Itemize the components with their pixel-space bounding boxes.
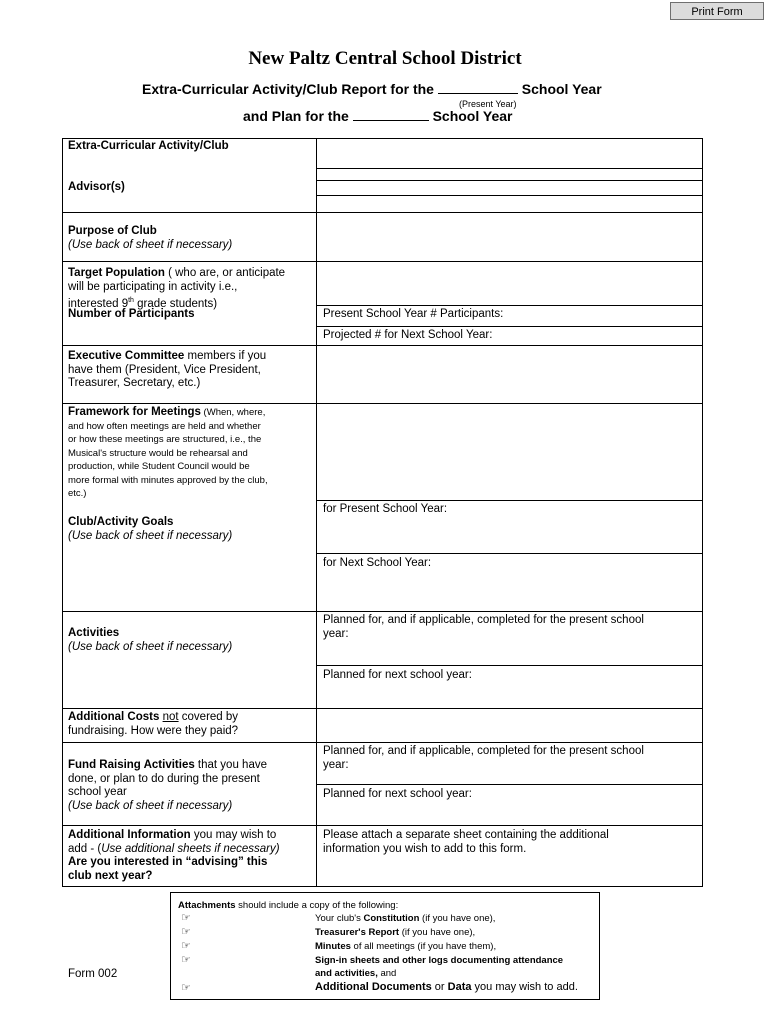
activities-next-field[interactable]: Planned for next school year:: [323, 669, 472, 681]
pointing-hand-icon: ☞: [181, 954, 191, 966]
activities-present-field[interactable]: Planned for, and if applicable, completed for the present school year:: [323, 614, 644, 640]
activity-club-field[interactable]: [323, 140, 683, 167]
table-row-line: [316, 305, 703, 306]
attachment-item-treasurer: Treasurer's Report (if you have one),: [315, 927, 476, 938]
table-right-border: [702, 138, 703, 887]
table-row-line: [316, 553, 703, 554]
framework-field[interactable]: [323, 404, 683, 499]
executive-committee-field[interactable]: [323, 346, 683, 402]
table-row-line: [316, 326, 703, 327]
goals-present-field[interactable]: for Present School Year:: [323, 503, 448, 515]
subtitle-suffix: School Year: [521, 81, 602, 97]
fund-raising-present-field[interactable]: Planned for, and if applicable, completed for the present school year:: [323, 745, 644, 771]
advisors-field[interactable]: [323, 196, 683, 211]
plan-subtitle: [243, 108, 512, 124]
pointing-hand-icon: ☞: [181, 940, 191, 952]
target-population-field[interactable]: [323, 262, 683, 304]
table-left-border: [62, 138, 63, 887]
table-row-line: [316, 665, 703, 666]
present-year-note: (Present Year): [459, 99, 517, 109]
plan-prefix: and Plan for the: [243, 108, 349, 124]
table-row-line: [62, 611, 703, 612]
present-year-blank[interactable]: [438, 81, 518, 94]
goals-label: Club/Activity Goals (Use back of sheet if necessary): [68, 516, 233, 542]
table-row-line: [62, 886, 703, 887]
table-row-line: [316, 168, 703, 169]
table-row-line: [316, 500, 703, 501]
executive-committee-label: Executive Committee members if you have them (President, Vice President, Treasurer, Secretary, etc.): [68, 350, 267, 389]
table-row-line: [316, 180, 703, 181]
form-number: Form 002: [68, 968, 118, 980]
table-row-line: [62, 138, 703, 139]
attachment-item-constitution: Your club's Constitution (if you have one),: [315, 913, 496, 924]
print-form-button[interactable]: Print Form: [670, 2, 764, 20]
present-participants-field[interactable]: Present School Year # Participants:: [323, 308, 504, 320]
pointing-hand-icon: ☞: [181, 926, 191, 938]
additional-costs-label: Additional Costs not covered by fundraising. How were they paid?: [68, 711, 239, 737]
goals-next-field[interactable]: for Next School Year:: [323, 557, 432, 569]
framework-label: Framework for Meetings (When, where, and how often meetings are held and whether or how these meetings are structured, i.e., the Musical's structure would be rehearsal and production, while Student Council would be more formal with minutes approved by the club, etc.): [68, 406, 268, 499]
attachment-item-minutes: Minutes of all meetings (if you have them),: [315, 941, 497, 952]
activities-label: Activities (Use back of sheet if necessary): [68, 627, 233, 653]
attachments-heading: Attachments should include a copy of the following:: [178, 900, 399, 911]
fund-raising-next-field[interactable]: Planned for next school year:: [323, 788, 472, 800]
number-participants-label: Number of Participants: [68, 308, 195, 320]
activity-club-label: Extra-Curricular Activity/Club: [68, 140, 229, 152]
pointing-hand-icon: ☞: [181, 912, 191, 924]
subtitle-prefix: Extra-Curricular Activity/Club Report for the: [142, 81, 434, 97]
additional-info-label: Additional Information you may wish to add - (Use additional sheets if necessary) Are you interested in “advising” this club next year?: [68, 829, 280, 882]
additional-costs-field[interactable]: [323, 709, 683, 741]
report-subtitle: [142, 81, 602, 97]
pointing-hand-icon: ☞: [181, 982, 191, 994]
advisors-label: Advisor(s): [68, 181, 125, 193]
plan-suffix: School Year: [432, 108, 513, 124]
attachment-item-signin: Sign-in sheets and other logs documenting attendance and activities, and: [315, 955, 564, 979]
next-year-blank[interactable]: [353, 108, 429, 121]
fund-raising-label: Fund Raising Activities that you have done, or plan to do during the present school year (Use back of sheet if necessary): [68, 759, 267, 812]
purpose-field[interactable]: [323, 213, 683, 260]
projected-participants-field[interactable]: Projected # for Next School Year:: [323, 329, 493, 341]
target-population-label: Target Population ( who are, or anticipate will be participating in activity i.e., interested 9th grade students): [68, 267, 286, 310]
attachment-item-additional: Additional Documents or Data you may wish to add.: [315, 981, 578, 993]
table-center-divider: [316, 138, 317, 887]
purpose-label: Purpose of Club (Use back of sheet if necessary): [68, 225, 233, 251]
table-row-line: [62, 825, 703, 826]
table-row-line: [316, 784, 703, 785]
table-row-line: [62, 742, 703, 743]
page-title: New Paltz Central School District: [248, 48, 522, 69]
additional-info-note: Please attach a separate sheet containing the additional information you wish to add to this form.: [323, 829, 609, 855]
